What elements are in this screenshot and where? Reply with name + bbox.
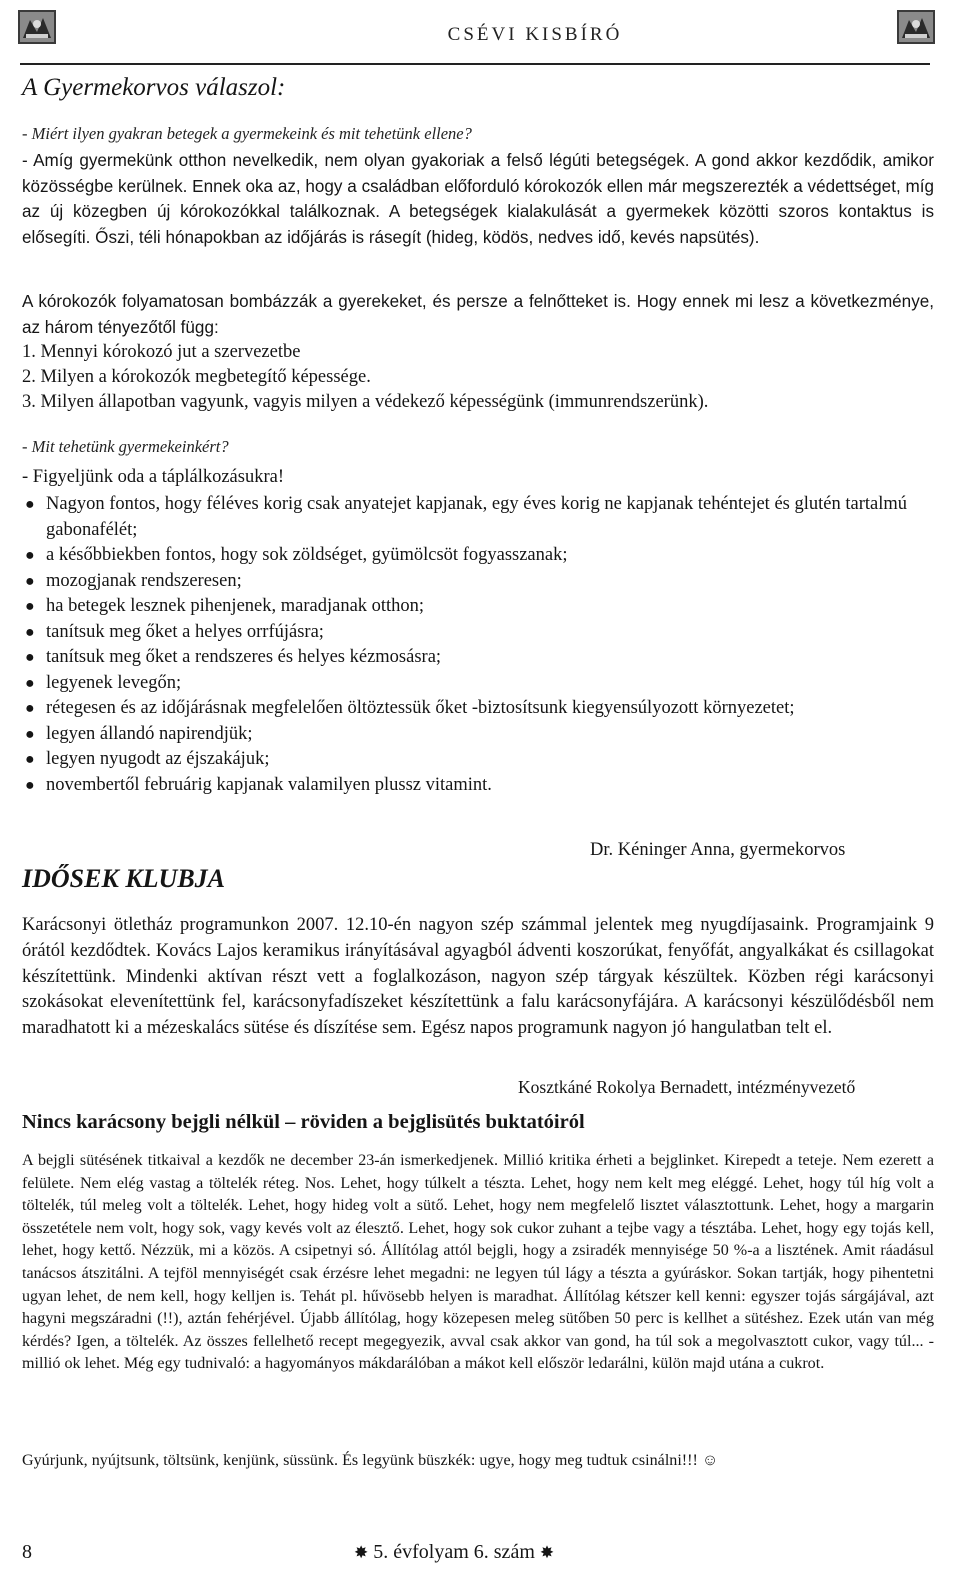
crest-icon: [18, 10, 56, 44]
question-what-can-we-do: - Mit tehetünk gyermekeinkért?: [22, 437, 229, 456]
advice-list: [22, 492, 934, 798]
list-item: ● tanítsuk meg őket a helyes orrfújásra;: [22, 620, 934, 646]
list-item: ● legyen nyugodt az éjszakájuk;: [22, 747, 934, 773]
bullet-icon: ●: [25, 572, 35, 590]
list-item: ● legyen állandó napirendjük;: [22, 722, 934, 748]
signature-seniors: Kosztkáné Rokolya Bernadett, intézményvezető: [518, 1077, 856, 1097]
header-rule: [20, 63, 930, 65]
bullet-icon: ●: [25, 649, 35, 666]
star-icon: ✸: [539, 1543, 555, 1563]
bullet-icon: ●: [25, 700, 35, 717]
list-item: 1. Mennyi kórokozó jut a szervezetbe: [22, 342, 301, 362]
list-item: ● a későbbiekben fontos, hogy sok zöldséget, gyümölcsöt fogyasszanak;: [22, 543, 934, 569]
bejgli-body: A bejgli sütésének titkaival a kezdők ne december 23-án ismerkedjenek. Millió kritika érheti a bejglinket. Kirepedt a teteje. Nem ezerett a felülete. Nem elég vastag a töltelék réteg. Nos. Lehet, hogy túlkelt a tészta. Lehet, hogy nem kelt meg eléggé. Lehet, hogy túl híg volt a töltelék, túl meleg volt a töltelék. Lehet, hogy hideg volt a sütő. Lehet, hogy nem megfelelő lisztet választottunk. Lehet, hogy a margarin összetétele nem volt, hogy sok, vagy kevés volt az élesztő. Lehet, hogy sok cukor zuhant a tejbe vagy a tésztába. Lehet, hogy egy tojás kell, lehet, hogy kettő. Nézzük, mi a közös. A csipetnyi só. Állítólag attól bejgli, hogy a zsiradék mennyisége 50 %-a a lisztének. Amit ráadásul tanácsos átszitálni. A tejföl mennyiségét csak érzésre lehet megadni: ne legyen túl lágy a tészta a gyúráskor. Sokan tartják, hogy pihentetni ugyan lehet, de nem kell, hogy kelljen is. Tehát pl. hűvösebb helyen is maradhat. Állítólag kétszer kell kenni: egyszer tojás sárgájával, azt hagyni megszáradni (!!), aztán fehérjével. Újabb állítólag, hogy közepesen meleg sütőben 50 perc is kellhet a sütéshez. Ezek után van még kérdés? Igen, a töltelék. Az összes fellelhető recept megegyezik, avval csak akkor van gond, ha túl sok a megolvasztott cukor, vagy túl... -millió ok lehet. Még egy tudnivaló: a hagyományos mákdarálóban a mákot kell először ledarálni, külön majd utána a cukrot.: [22, 1152, 934, 1373]
answer-nutrition: - Figyeljünk oda a táplálkozásukra!: [22, 467, 284, 487]
section-title-pediatrician: A Gyermekorvos válaszol:: [22, 74, 286, 101]
list-item: ● ha betegek lesznek pihenjenek, maradjanak otthon;: [22, 594, 934, 620]
list-item: ● tanítsuk meg őket a rendszeres és helyes kézmosásra;: [22, 645, 934, 671]
list-item: ● Nagyon fontos, hogy féléves korig csak anyatejet kapjanak, egy éves korig ne kapjanak tehéntejet és glutén tartalmú gabonafélét;: [25, 494, 907, 540]
answer-paragraph-1: - Amíg gyermekünk otthon nevelkedik, nem olyan gyakoriak a felső légúti betegségek. A gond akkor kezdődik, amikor közösségbe kerülnek. Ennek oka az, hogy a családban előforduló kórokozók ellen már megszerezték a védettséget, míg az új közegben új kórokozókkal találkoznak. A betegségek kialakulását a gyermekek közötti szoros kontaktus is elősegíti. Őszi, téli hónapokban az időjárás is rásegít (hideg, ködös, nedves idő, kevés napsütés).: [22, 151, 934, 247]
list-item: ● mozogjanak rendszeresen;: [22, 569, 934, 595]
bullet-icon: ●: [25, 776, 35, 794]
section-title-seniors-club: IDŐSEK KLUBJA: [22, 864, 225, 893]
bullet-icon: ●: [25, 725, 35, 743]
answer-paragraph-2: A kórokozók folyamatosan bombázzák a gyerekeket, és persze a felnőtteket is. Hogy ennek mi lesz a következménye, az három tényezőtől függ:: [22, 292, 934, 337]
bullet-icon: ●: [25, 751, 35, 768]
bullet-icon: ●: [25, 598, 35, 615]
bullet-icon: ●: [25, 623, 35, 641]
question-frequent-illness: - Miért ilyen gyakran betegek a gyermekeink és mit tehetünk ellene?: [22, 124, 472, 143]
bejgli-closing: Gyúrjunk, nyújtsunk, töltsünk, kenjünk, süssünk. És legyünk büszkék: ugye, hogy meg tudtuk csinálni!!! ☺: [22, 1452, 719, 1469]
star-icon: ✸: [354, 1543, 369, 1563]
bullet-icon: ●: [25, 547, 35, 564]
crest-icon: [897, 10, 935, 44]
seniors-body: Karácsonyi ötletház programunkon 2007. 12.10-én nagyon szép számmal jelentek meg nyugdíjasaink. Programjaink 9 órától kezdődtek. Kovács Lajos keramikus irányításával agyagból ádventi koszorúkat, fenyőfát, angyalkákat és csillagokat készítettünk. Mindenki aktívan részt vett a foglalkozáson, nagyon szép tárgyak készültek. Közben régi karácsonyi szokásokat elevenítettünk fel, karácsonyfadíszeket készítettünk a falu karácsonyfájára. A karácsonyi készülődésből nem maradhatott ki a mézeskalács sütése és díszítése sem. Egész napos programunk nagyon jó hangulatban telt el.: [22, 915, 934, 1039]
list-item: 3. Milyen állapotban vagyunk, vagyis milyen a védekező képességünk (immunrendszerünk).: [22, 392, 709, 412]
list-item: ● rétegesen és az időjárásnak megfelelően öltöztessük őket -biztosítsunk kiegyensúlyozott környezetet;: [22, 696, 934, 722]
page-number: 8: [22, 1541, 32, 1563]
issue-label: ✸ 5. évfolyam 6. szám ✸: [354, 1541, 555, 1563]
list-item: 2. Milyen a kórokozók megbetegítő képessége.: [22, 367, 371, 387]
section-title-bejgli: Nincs karácsony bejgli nélkül – röviden a bejglisütés buktatóiról: [22, 1111, 585, 1133]
masthead-title: CSÉVI KISBÍRÓ: [447, 24, 623, 45]
list-item: ● novembertől februárig kapjanak valamilyen plussz vitamint.: [22, 773, 934, 799]
signature-pediatrician: Dr. Kéninger Anna, gyermekorvos: [590, 840, 846, 860]
bullet-icon: ●: [25, 674, 35, 692]
list-item: ● legyenek levegőn;: [22, 671, 934, 697]
factor-list: [22, 340, 934, 415]
bullet-icon: ●: [25, 496, 35, 513]
